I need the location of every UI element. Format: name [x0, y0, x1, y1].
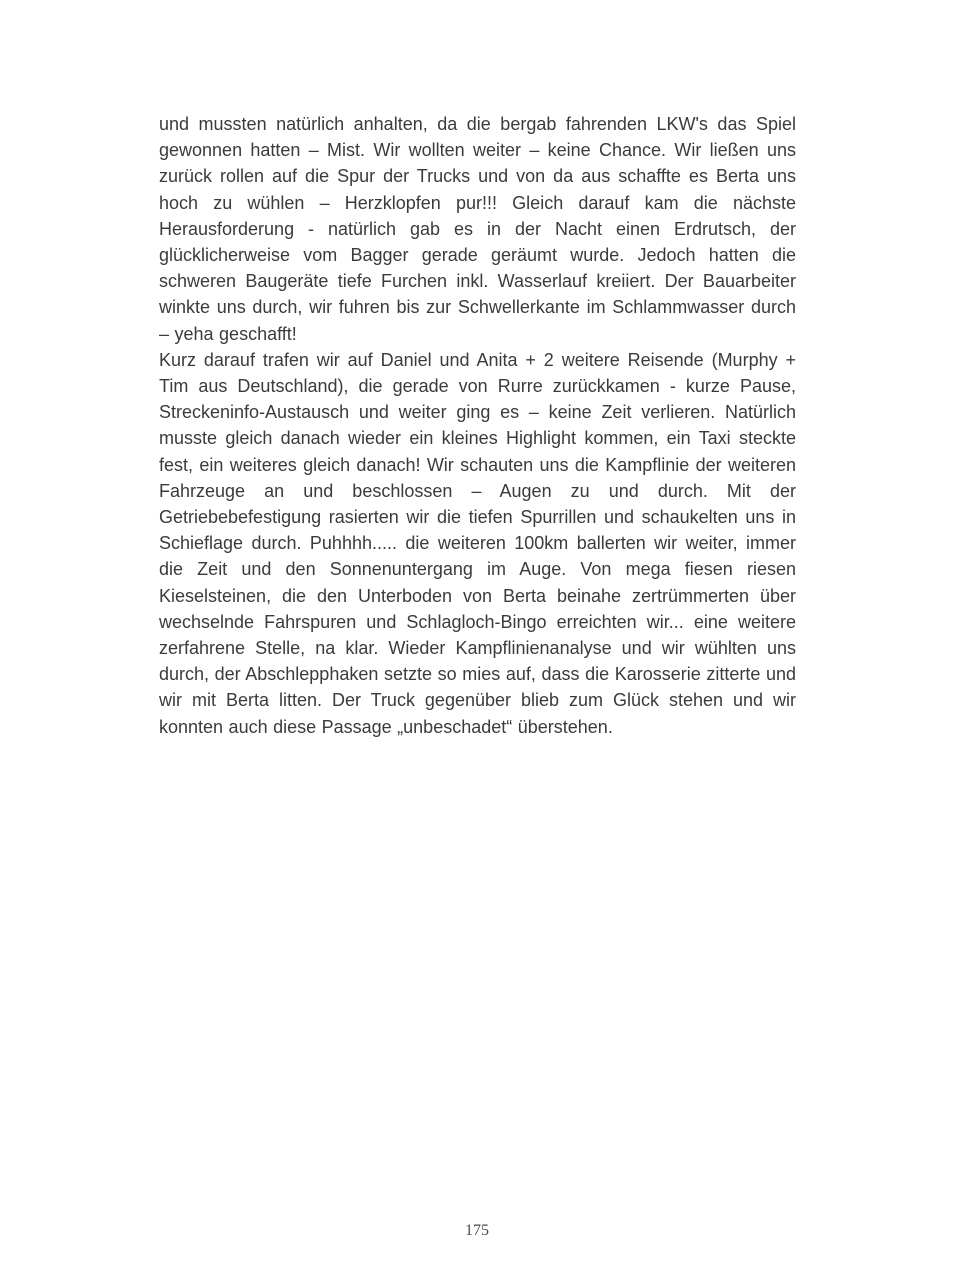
paragraph-2: Kurz darauf trafen wir auf Daniel und Anita + 2 weitere Reisende (Murphy + Tim aus Deutschland), die gerade von Rurre zurückkamen - kurze Pause, Streckeninfo-Austausch und weiter ging es – keine Zeit verlieren. Natürlich musste gleich danach wieder ein kleines Highlight kommen, ein Taxi steckte fest, ein weiteres gleich danach! Wir schauten uns die Kampflinie der weiteren Fahrzeuge an und beschlossen – Augen zu und durch. Mit der Getriebebefestigung rasierten wir die tiefen Spurrillen und schaukelten uns in Schieflage durch. Puhhhh..... die weiteren 100km ballerten wir weiter, immer die Zeit und den Sonnenuntergang im Auge. Von mega fiesen riesen Kieselsteinen, die den Unterboden von Berta beinahe zertrümmerten über wechselnde Fahrspuren und Schlagloch-Bingo erreichten wir... eine weitere zerfahrene Stelle, na klar. Wieder Kampflinienanalyse und wir wühlten uns durch, der Abschlepphaken setzte so mies auf, dass die Karosserie zitterte und wir mit Berta litten. Der Truck gegenüber blieb zum Glück stehen und wir konnten auch diese Passage „unbeschadet“ überstehen.	[159, 349, 796, 737]
page-number: 175	[465, 1222, 489, 1239]
paragraph-1: und mussten natürlich anhalten, da die bergab fahrenden LKW's das Spiel gewonnen hatten – Mist. Wir wollten weiter – keine Chance. Wir ließen uns zurück rollen auf die Spur der Trucks und von da aus schaffte es Berta uns hoch zu wühlen – Herzklopfen pur!!! Gleich darauf kam die nächste Herausforderung - natürlich gab es in der Nacht einen Erdrutsch, der glücklicherweise vom Bagger gerade geräumt wurde. Jedoch hatten die schweren Baugeräte tiefe Furchen inkl. Wasserlauf kreiiert. Der Bauarbeiter winkte uns durch, wir fuhren bis zur Schwellerkante im Schlammwasser durch – yeha geschafft!	[159, 114, 796, 344]
body-text	[159, 111, 796, 740]
